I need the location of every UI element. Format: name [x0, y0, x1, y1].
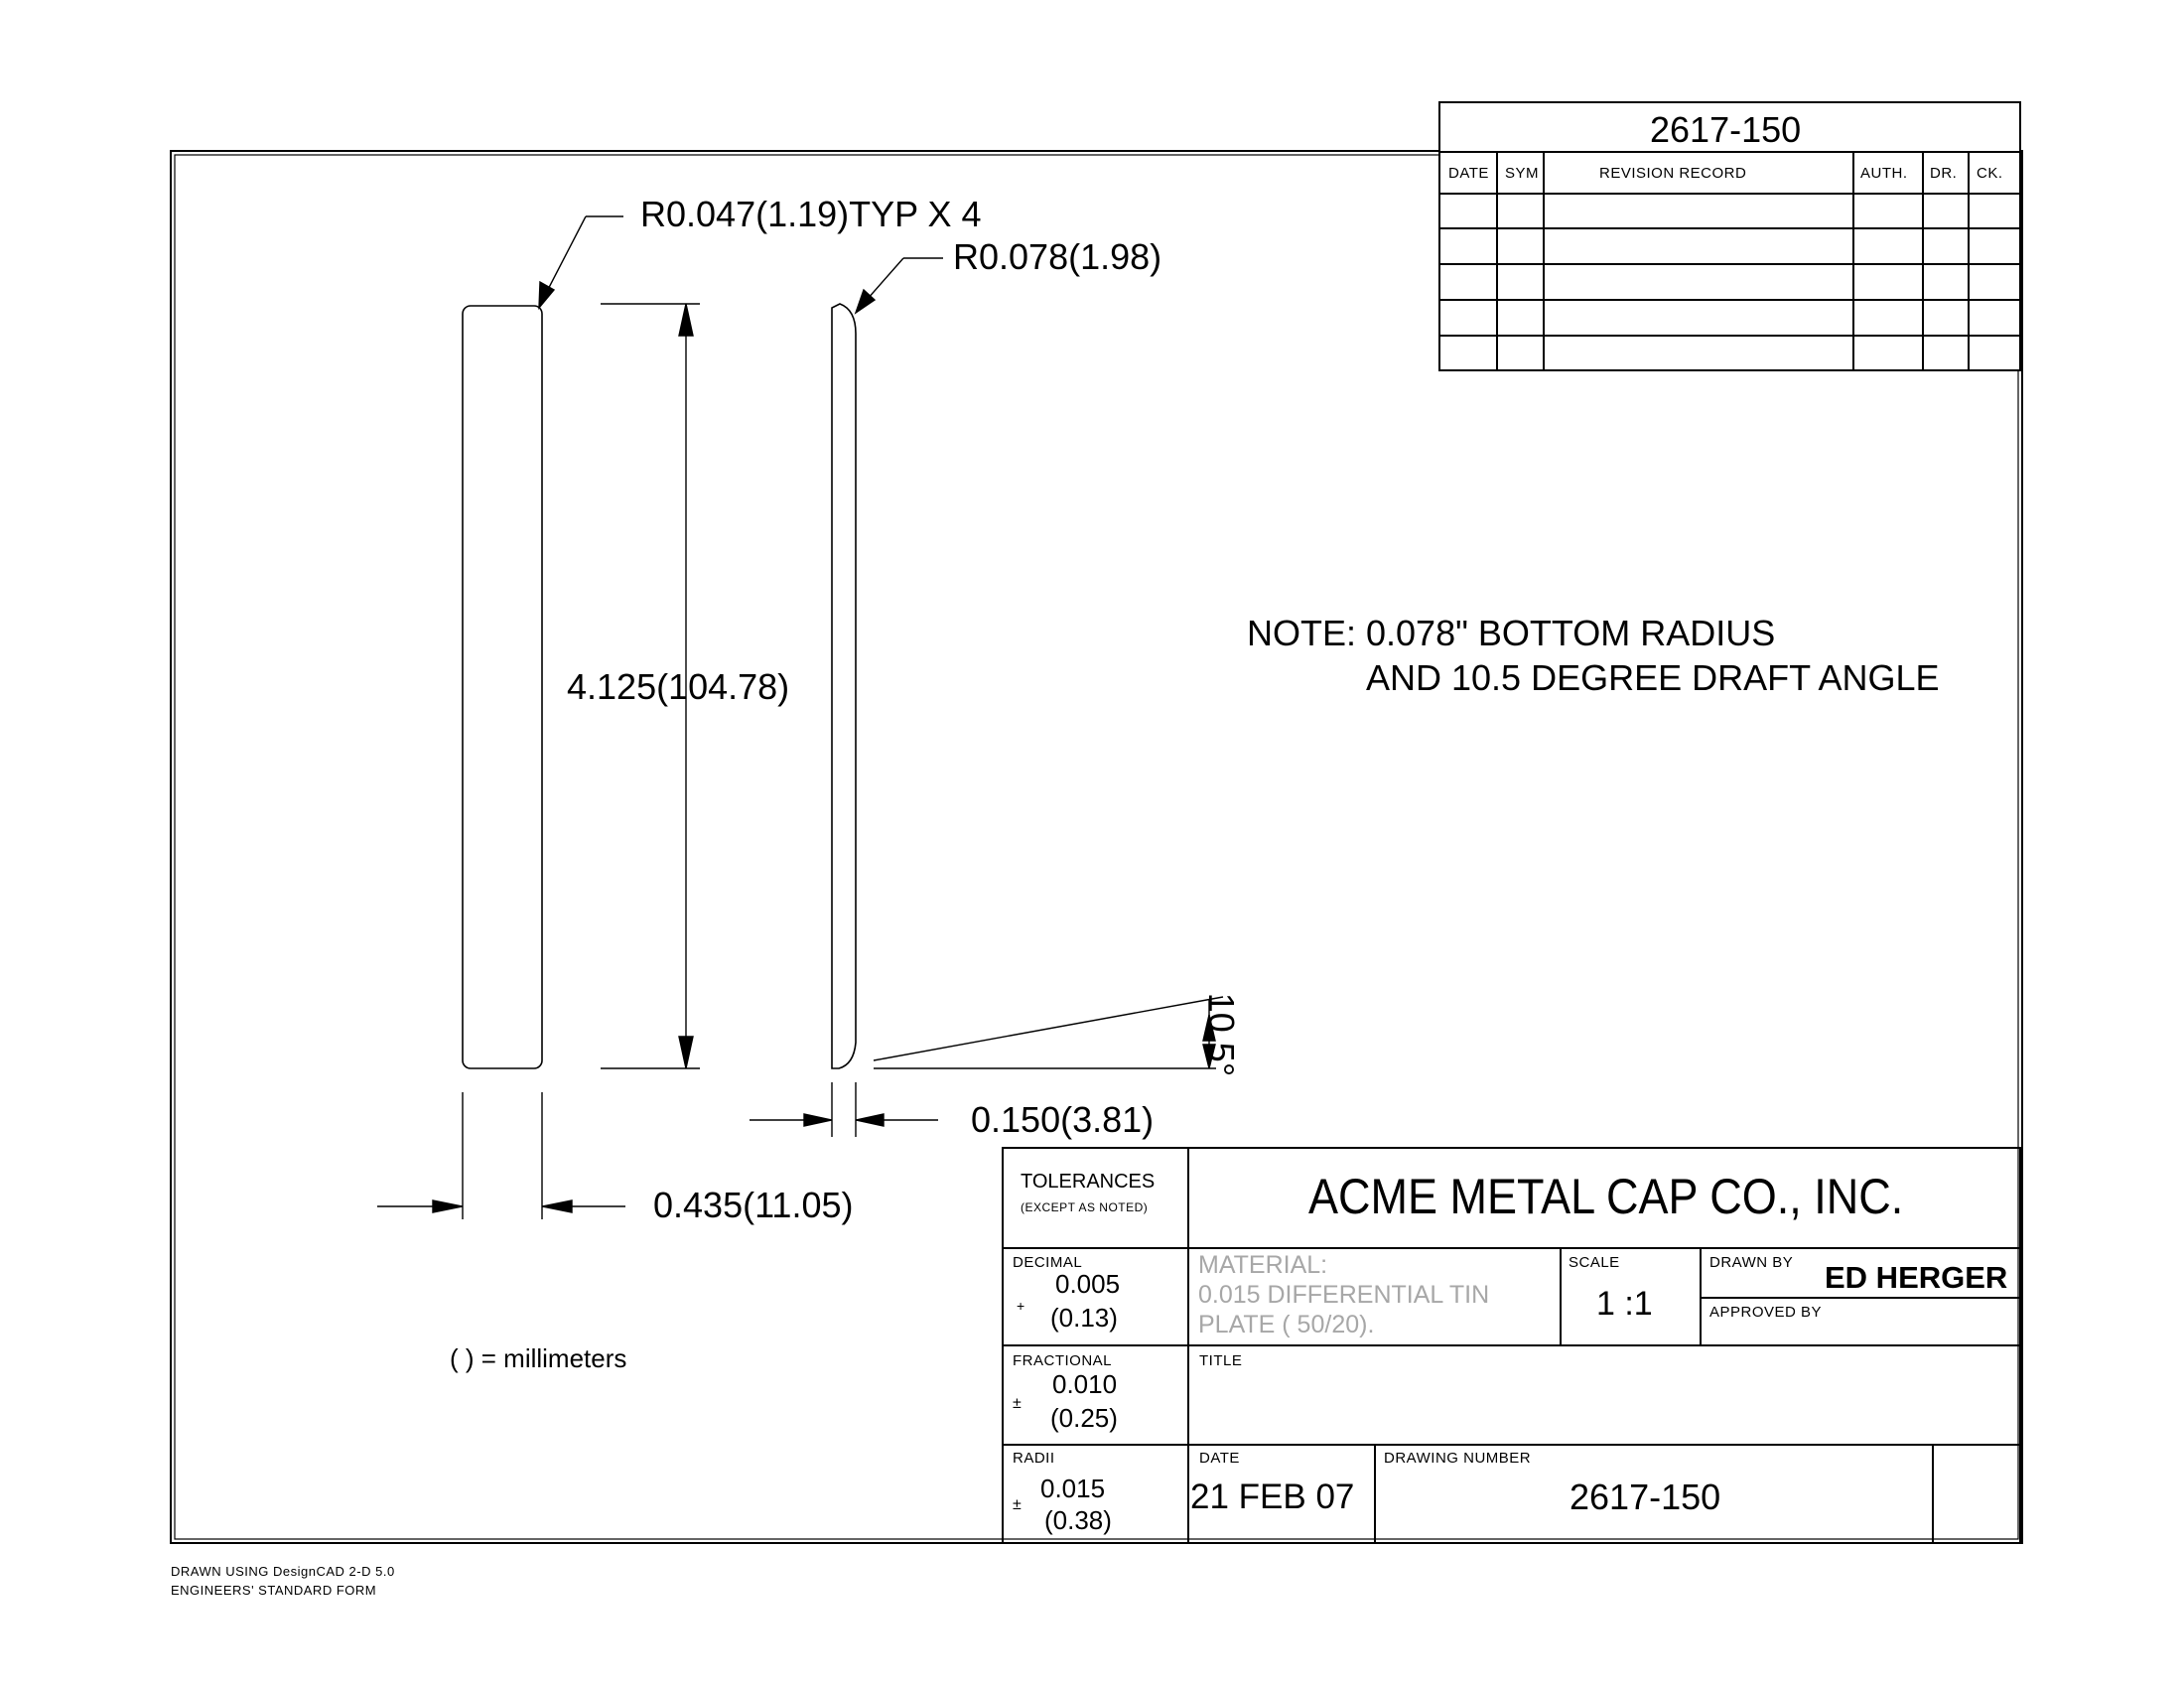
radius-bottom-leader	[856, 258, 943, 313]
footer-line-1: DRAWN USING DesignCAD 2-D 5.0	[171, 1564, 395, 1579]
draft-angle-dimension	[874, 997, 1223, 1068]
thickness-dimension-label: 0.150(3.81)	[971, 1099, 1155, 1140]
material-line-1: 0.015 DIFFERENTIAL TIN	[1198, 1281, 1490, 1309]
radius-typ-callout: R0.047(1.19)TYP X 4	[640, 194, 982, 234]
drawing-number-value: 2617-150	[1570, 1477, 1721, 1517]
revision-header-dr: DR.	[1930, 165, 1958, 182]
drawn-by-label: DRAWN BY	[1709, 1254, 1794, 1271]
footer-line-2: ENGINEERS' STANDARD FORM	[171, 1583, 377, 1598]
width-dimension	[377, 1092, 625, 1219]
units-note: ( ) = millimeters	[450, 1343, 627, 1373]
radius-bottom-callout: R0.078(1.98)	[953, 236, 1162, 277]
radii-label: RADII	[1013, 1450, 1055, 1467]
except-as-noted-label: (EXCEPT AS NOTED)	[1021, 1200, 1149, 1214]
note-line-2: AND 10.5 DEGREE DRAFT ANGLE	[1366, 657, 1940, 698]
title-label: TITLE	[1199, 1352, 1243, 1369]
company-name: ACME METAL CAP CO., INC.	[1308, 1169, 1904, 1224]
radii-sign: ±	[1013, 1496, 1022, 1513]
tolerances-label: TOLERANCES	[1021, 1171, 1156, 1193]
fractional-value: 0.010	[1052, 1369, 1118, 1399]
revision-header-ck: CK.	[1977, 165, 2003, 182]
drawing-number-label: DRAWING NUMBER	[1384, 1450, 1532, 1467]
material-label: MATERIAL:	[1198, 1251, 1328, 1279]
drawn-by-value: ED HERGER	[1825, 1260, 2008, 1295]
scale-value: 1 :1	[1596, 1285, 1653, 1323]
fractional-sign: ±	[1013, 1395, 1022, 1412]
radius-typ-leader	[539, 216, 623, 308]
decimal-label: DECIMAL	[1013, 1254, 1083, 1271]
approved-by-label: APPROVED BY	[1709, 1304, 1823, 1321]
decimal-sign: +	[1017, 1298, 1025, 1314]
date-value: 21 FEB 07	[1190, 1477, 1355, 1516]
part-side-view	[832, 304, 856, 1068]
radii-value: 0.015	[1040, 1474, 1106, 1503]
revision-header-sym: SYM	[1505, 165, 1540, 182]
fractional-mm: (0.25)	[1050, 1403, 1118, 1433]
revision-drawing-number: 2617-150	[1650, 109, 1802, 150]
decimal-value: 0.005	[1055, 1269, 1121, 1299]
revision-header-record: REVISION RECORD	[1599, 165, 1747, 182]
length-dimension-label: 4.125(104.78)	[567, 666, 790, 707]
material-line-2: PLATE ( 50/20).	[1198, 1311, 1375, 1338]
width-dimension-label: 0.435(11.05)	[653, 1185, 854, 1225]
scale-label: SCALE	[1569, 1254, 1620, 1271]
date-label: DATE	[1199, 1450, 1240, 1467]
decimal-mm: (0.13)	[1050, 1303, 1118, 1333]
radii-mm: (0.38)	[1044, 1505, 1112, 1535]
draft-angle-label: 10.5°	[1201, 992, 1243, 1077]
revision-header-auth: AUTH.	[1860, 165, 1908, 182]
thickness-dimension	[750, 1082, 938, 1137]
revision-header-date: DATE	[1448, 165, 1489, 182]
fractional-label: FRACTIONAL	[1013, 1352, 1113, 1369]
part-front-view	[463, 306, 542, 1068]
note-line-1: NOTE: 0.078" BOTTOM RADIUS	[1247, 613, 1776, 653]
